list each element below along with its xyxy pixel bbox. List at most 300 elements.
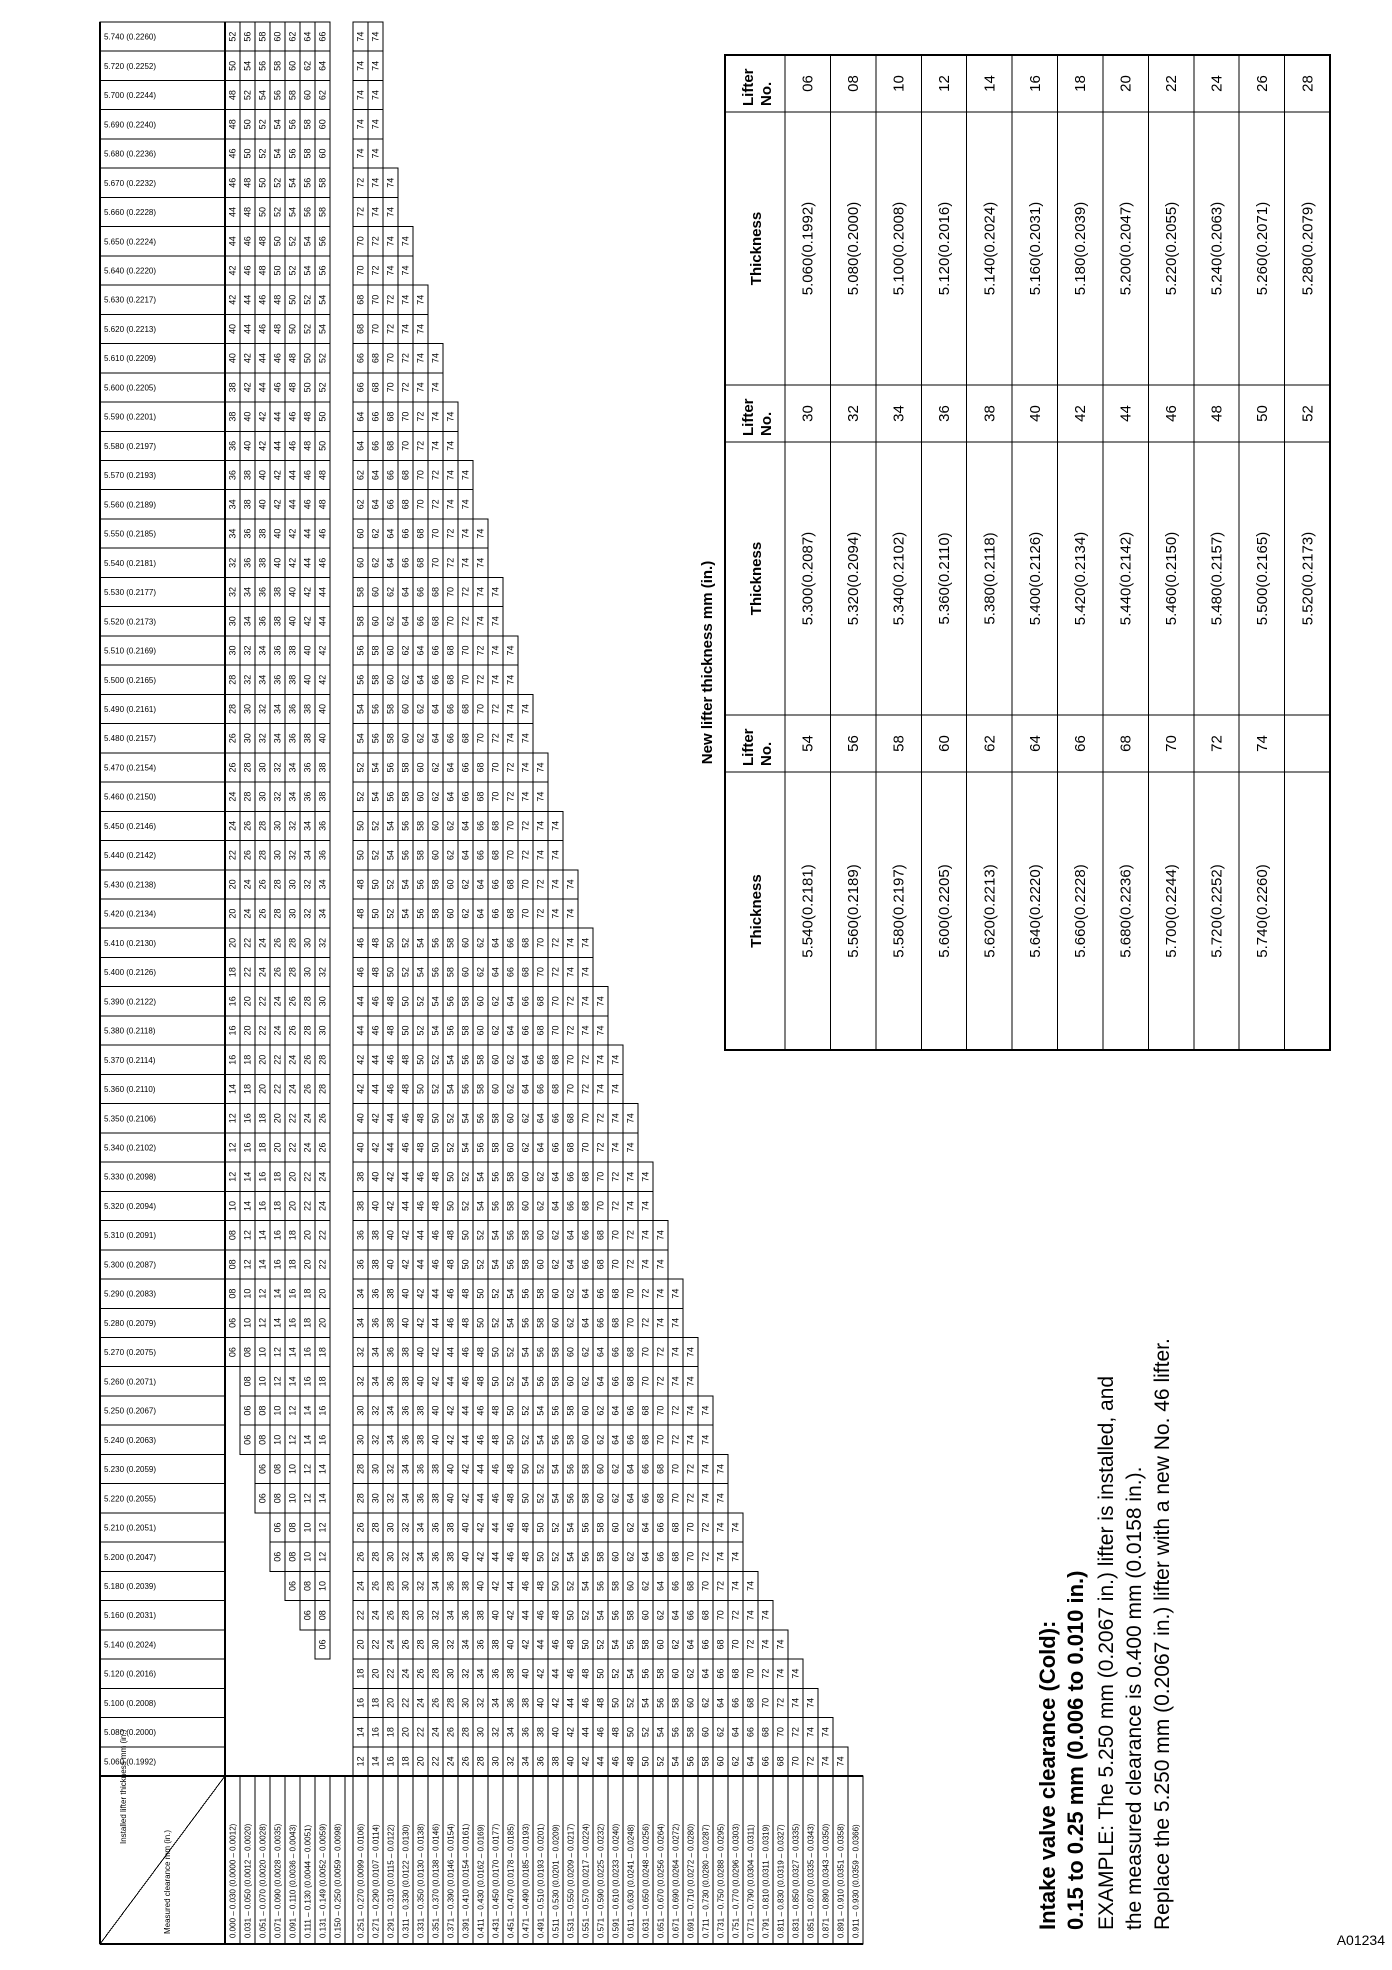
lifter-number: 40 [430, 1434, 441, 1445]
lifter-number: 60 [520, 1200, 531, 1211]
lifter-number: 66 [385, 470, 396, 481]
lifter-number: 66 [655, 1551, 666, 1562]
clearance-label: 0.651 – 0.670 (0.0256 – 0.0264) [656, 1823, 666, 1938]
lifter-number: 60 [505, 1113, 516, 1124]
lifter-number: 74 [520, 791, 531, 802]
lifter-number: 74 [370, 31, 381, 42]
lifter-number: 74 [490, 616, 501, 627]
lifter-number: 56 [302, 207, 313, 218]
lifter-number: 48 [272, 323, 283, 334]
note-spec: 0.15 to 0.25 mm (0.006 to 0.010 in.) [1063, 1570, 1088, 1930]
lifter-number: 66 [745, 1727, 756, 1738]
lifter-number: 62 [610, 1464, 621, 1475]
lifter-number: 66 [535, 1084, 546, 1095]
lifter-number: 74 [580, 967, 591, 978]
lifter-number: 74 [685, 1347, 696, 1358]
lifter-number: 74 [520, 703, 531, 714]
lifter-no-cell: 54 [799, 735, 817, 752]
lifter-number: 66 [640, 1493, 651, 1504]
lifter-number: 74 [610, 1142, 621, 1153]
clearance-label: 0.311 – 0.330 (0.0122 – 0.0130) [401, 1824, 411, 1938]
lifter-number: 74 [715, 1493, 726, 1504]
lifter-number: 58 [385, 703, 396, 714]
lifter-number: 50 [272, 265, 283, 276]
lifter-number: 72 [565, 996, 576, 1007]
lifter-number: 56 [550, 1405, 561, 1416]
lifter-number: 62 [565, 1317, 576, 1328]
lifter-number: 40 [272, 557, 283, 568]
lifter-number: 56 [415, 908, 426, 919]
lifter-number: 58 [520, 1259, 531, 1270]
lifter-number: 72 [430, 470, 441, 481]
lifter-number: 60 [520, 1171, 531, 1182]
lifter-number: 62 [670, 1639, 681, 1650]
lifter-number: 74 [550, 850, 561, 861]
clearance-label: 0.631 – 0.650 (0.0248 – 0.0256) [641, 1823, 651, 1938]
lifter-number: 48 [385, 1025, 396, 1036]
lifter-number: 44 [400, 1200, 411, 1211]
thickness-label: 5.550 (0.2185) [104, 529, 157, 539]
lifter-number: 28 [242, 762, 253, 773]
lifter-number: 52 [490, 1288, 501, 1299]
lifter-number: 50 [355, 850, 366, 861]
lifter-number: 66 [565, 1171, 576, 1182]
lifter-number: 74 [595, 996, 606, 1007]
lifter-number: 06 [257, 1493, 268, 1504]
lifter-number: 52 [460, 1171, 471, 1182]
lifter-number: 50 [370, 908, 381, 919]
lifter-number: 32 [370, 1434, 381, 1445]
clearance-label: 0.611 – 0.630 (0.0241 – 0.0248) [626, 1824, 636, 1938]
lifter-number: 74 [670, 1347, 681, 1358]
lifter-number: 54 [490, 1259, 501, 1270]
lifter-number: 42 [287, 528, 298, 539]
lifter-number: 74 [400, 294, 411, 305]
thickness-label: 5.660 (0.2228) [104, 208, 157, 218]
thickness-label: 5.600 (0.2205) [104, 383, 157, 393]
thickness-label: 5.640 (0.2220) [104, 266, 157, 276]
lifter-number: 66 [565, 1200, 576, 1211]
lifter-number: 62 [520, 1142, 531, 1153]
lifter-number: 20 [287, 1171, 298, 1182]
lifter-number: 36 [257, 587, 268, 598]
lifter-number: 64 [595, 1347, 606, 1358]
lifter-number: 28 [415, 1639, 426, 1650]
lifter-number: 36 [355, 1259, 366, 1270]
lifter-number: 60 [535, 1230, 546, 1241]
lifter-number: 16 [287, 1288, 298, 1299]
corner-label-installed: Installed lifter thickness mm (in.) [119, 1729, 128, 1844]
lifter-number: 32 [317, 937, 328, 948]
lifter-number: 48 [490, 1405, 501, 1416]
lifter-number: 74 [505, 674, 516, 685]
lifter-number: 42 [355, 1054, 366, 1065]
lifter-number: 44 [287, 499, 298, 510]
lifter-number: 64 [745, 1756, 756, 1767]
lifter-number: 62 [700, 1697, 711, 1708]
lifter-number: 34 [302, 850, 313, 861]
lifter-number: 50 [272, 236, 283, 247]
lifter-thickness-cell: 5.660(0.2228) [1072, 864, 1090, 958]
lifter-number: 30 [385, 1522, 396, 1533]
lifter-number: 32 [317, 967, 328, 978]
lifter-number: 38 [227, 411, 238, 422]
lifter-number: 26 [317, 1142, 328, 1153]
lifter-number: 36 [490, 1668, 501, 1679]
lifter-thickness-cell: 5.440(0.2142) [1117, 531, 1135, 626]
lifter-number: 48 [317, 499, 328, 510]
lifter-number: 74 [415, 323, 426, 334]
lifter-number: 74 [460, 499, 471, 510]
lifter-number: 66 [505, 937, 516, 948]
lifter-number: 66 [670, 1580, 681, 1591]
lifter-number: 62 [580, 1376, 591, 1387]
lifter-number: 32 [460, 1668, 471, 1679]
lifter-number: 40 [385, 1230, 396, 1241]
clearance-label: 0.911 – 0.930 (0.0359 – 0.0366) [851, 1824, 861, 1938]
lifter-number: 06 [227, 1317, 238, 1328]
lifter-number: 52 [370, 850, 381, 861]
lifter-number: 74 [430, 411, 441, 422]
lifter-number: 64 [317, 60, 328, 71]
clearance-label: 0.491 – 0.510 (0.0193 – 0.0201) [536, 1823, 546, 1938]
lifter-number: 74 [715, 1464, 726, 1475]
lifter-number: 54 [550, 1493, 561, 1504]
lifter-number: 62 [287, 31, 298, 42]
thickness-label: 5.080 (0.2000) [104, 1728, 157, 1738]
lifter-number: 48 [505, 1464, 516, 1475]
lifter-number: 46 [227, 177, 238, 188]
lifter-number: 64 [385, 557, 396, 568]
lifter-number: 22 [302, 1200, 313, 1211]
thickness-header: Thickness [748, 211, 765, 286]
lifter-number: 74 [655, 1288, 666, 1299]
lifter-no-cell: 06 [799, 75, 817, 92]
lifter-number: 68 [580, 1171, 591, 1182]
lifter-number: 72 [760, 1668, 771, 1679]
lifter-number: 58 [595, 1522, 606, 1533]
lifter-number: 74 [595, 1084, 606, 1095]
lifter-number: 66 [460, 762, 471, 773]
lifter-number: 48 [257, 265, 268, 276]
lifter-number: 70 [745, 1668, 756, 1679]
lifter-number: 74 [445, 440, 456, 451]
lifter-number: 74 [580, 1025, 591, 1036]
lifter-number: 74 [430, 382, 441, 393]
lifter-no-header: Lifter [740, 398, 757, 436]
thickness-label: 5.610 (0.2209) [104, 354, 157, 364]
lifter-number: 74 [760, 1610, 771, 1621]
clearance-label: 0.150 – 0.250 (0.0059 – 0.0098) [333, 1823, 343, 1938]
lifter-number: 74 [385, 177, 396, 188]
lifter-number: 24 [355, 1580, 366, 1591]
lifter-number: 52 [430, 1084, 441, 1095]
lifter-number: 60 [595, 1493, 606, 1504]
lifter-number: 26 [415, 1668, 426, 1679]
note-title: Intake valve clearance (Cold): [1035, 1620, 1060, 1930]
lifter-number: 14 [302, 1405, 313, 1416]
lifter-number: 28 [355, 1493, 366, 1504]
lifter-number: 56 [355, 674, 366, 685]
lifter-number: 40 [415, 1376, 426, 1387]
lifter-number: 14 [272, 1317, 283, 1328]
lifter-number: 42 [460, 1464, 471, 1475]
lifter-number: 74 [790, 1697, 801, 1708]
lifter-number: 62 [520, 1113, 531, 1124]
lifter-number: 68 [640, 1405, 651, 1416]
lifter-number: 34 [490, 1697, 501, 1708]
clearance-label: 0.431 – 0.450 (0.0170 – 0.0177) [491, 1823, 501, 1938]
lifter-number: 10 [227, 1200, 238, 1211]
lifter-number: 56 [460, 1054, 471, 1065]
clearance-label: 0.251 – 0.270 (0.0099 – 0.0106) [356, 1823, 366, 1938]
lifter-number: 70 [520, 908, 531, 919]
lifter-number: 32 [287, 850, 298, 861]
lifter-number: 20 [227, 879, 238, 890]
lifter-number: 28 [272, 879, 283, 890]
lifter-number: 52 [227, 31, 238, 42]
lifter-number: 08 [227, 1259, 238, 1270]
lifter-number: 74 [460, 470, 471, 481]
thickness-label: 5.630 (0.2217) [104, 295, 157, 305]
lifter-number: 62 [460, 908, 471, 919]
lifter-number: 54 [287, 177, 298, 188]
lifter-number: 42 [272, 470, 283, 481]
lifter-number: 32 [400, 1522, 411, 1533]
lifter-number: 46 [490, 1464, 501, 1475]
lifter-number: 60 [355, 528, 366, 539]
lifter-number: 62 [302, 60, 313, 71]
lifter-number: 46 [580, 1697, 591, 1708]
lifter-number: 70 [445, 587, 456, 598]
lifter-number: 44 [242, 323, 253, 334]
clearance-label: 0.891 – 0.910 (0.0351 – 0.0358) [836, 1823, 846, 1938]
lifter-number: 74 [580, 937, 591, 948]
lifter-number: 44 [227, 207, 238, 218]
lifter-number: 58 [640, 1639, 651, 1650]
lifter-number: 30 [227, 616, 238, 627]
lifter-number: 50 [565, 1610, 576, 1621]
lifter-number: 28 [287, 967, 298, 978]
lifter-number: 14 [257, 1230, 268, 1241]
lifter-number: 72 [700, 1522, 711, 1533]
lifter-number: 66 [595, 1317, 606, 1328]
clearance-label: 0.791 – 0.810 (0.0311 – 0.0319) [761, 1824, 771, 1938]
lifter-number: 36 [475, 1639, 486, 1650]
lifter-number: 60 [317, 148, 328, 159]
lifter-thickness-cell: 5.180(0.2039) [1072, 201, 1090, 296]
thickness-label: 5.100 (0.2008) [104, 1698, 157, 1708]
lifter-number: 64 [610, 1405, 621, 1416]
lifter-number: 24 [287, 1084, 298, 1095]
lifter-number: 08 [227, 1230, 238, 1241]
lifter-number: 72 [805, 1756, 816, 1767]
lifter-number: 50 [550, 1580, 561, 1591]
lifter-number: 40 [490, 1610, 501, 1621]
lifter-number: 56 [565, 1464, 576, 1475]
clearance-label: 0.831 – 0.850 (0.0327 – 0.0335) [791, 1823, 801, 1938]
lifter-number: 72 [670, 1405, 681, 1416]
thickness-label: 5.510 (0.2169) [104, 646, 157, 656]
lifter-number: 42 [317, 674, 328, 685]
lifter-number: 64 [640, 1522, 651, 1533]
lifter-thickness-cell: 5.480(0.2157) [1208, 531, 1226, 626]
lifter-number: 64 [580, 1317, 591, 1328]
lifter-number: 26 [242, 850, 253, 861]
lifter-number: 22 [370, 1639, 381, 1650]
lifter-number: 46 [385, 1084, 396, 1095]
clearance-label: 0.731 – 0.750 (0.0288 – 0.0295) [716, 1823, 726, 1938]
lifter-number: 22 [317, 1230, 328, 1241]
lifter-number: 64 [505, 1025, 516, 1036]
lifter-number: 38 [535, 1727, 546, 1738]
lifter-number: 24 [370, 1610, 381, 1621]
lifter-number: 36 [535, 1756, 546, 1767]
lifter-number: 56 [355, 645, 366, 656]
lifter-number: 36 [242, 528, 253, 539]
lifter-number: 46 [520, 1580, 531, 1591]
lifter-number: 64 [520, 1084, 531, 1095]
lifter-number: 68 [370, 353, 381, 364]
lifter-number: 70 [355, 236, 366, 247]
lifter-number: 74 [625, 1200, 636, 1211]
lifter-number: 16 [272, 1259, 283, 1270]
lifter-number: 60 [415, 762, 426, 773]
lifter-number: 48 [565, 1639, 576, 1650]
lifter-number: 34 [355, 1317, 366, 1328]
lifter-number: 68 [430, 616, 441, 627]
lifter-number: 28 [227, 703, 238, 714]
lifter-number: 60 [670, 1668, 681, 1679]
lifter-number: 40 [415, 1347, 426, 1358]
lifter-number: 52 [257, 119, 268, 130]
lifter-number: 64 [640, 1551, 651, 1562]
lifter-number: 20 [242, 996, 253, 1007]
lifter-number: 36 [400, 1405, 411, 1416]
lifter-number: 40 [317, 703, 328, 714]
lifter-number: 14 [317, 1464, 328, 1475]
lifter-number: 32 [355, 1347, 366, 1358]
lifter-number: 54 [640, 1697, 651, 1708]
lifter-number: 64 [460, 820, 471, 831]
lifter-number: 50 [302, 382, 313, 393]
lifter-number: 52 [355, 791, 366, 802]
lifter-number: 08 [242, 1376, 253, 1387]
lifter-number: 40 [370, 1200, 381, 1211]
lifter-no-cell: 18 [1072, 75, 1090, 92]
lifter-number: 44 [355, 996, 366, 1007]
lifter-number: 62 [400, 674, 411, 685]
clearance-label: 0.471 – 0.490 (0.0185 – 0.0193) [521, 1823, 531, 1938]
lifter-number: 24 [400, 1668, 411, 1679]
lifter-number: 54 [302, 236, 313, 247]
lifter-number: 70 [400, 440, 411, 451]
lifter-number: 22 [317, 1259, 328, 1270]
clearance-label: 0.751 – 0.770 (0.0296 – 0.0303) [731, 1823, 741, 1938]
lifter-number: 60 [430, 850, 441, 861]
lifter-number: 70 [385, 353, 396, 364]
lifter-number: 38 [302, 703, 313, 714]
lifter-number: 74 [460, 528, 471, 539]
lifter-number: 60 [625, 1580, 636, 1591]
lifter-number: 44 [272, 411, 283, 422]
lifter-number: 56 [505, 1259, 516, 1270]
lifter-number: 48 [595, 1697, 606, 1708]
clearance-label: 0.591 – 0.610 (0.0233 – 0.0240) [611, 1823, 621, 1938]
lifter-number: 44 [490, 1522, 501, 1533]
lifter-number: 52 [580, 1610, 591, 1621]
thickness-label: 5.480 (0.2157) [104, 734, 157, 744]
lifter-number: 64 [400, 616, 411, 627]
lifter-number: 52 [625, 1697, 636, 1708]
lifter-number: 10 [257, 1347, 268, 1358]
lifter-number: 30 [302, 967, 313, 978]
lifter-number: 46 [370, 996, 381, 1007]
lifter-number: 44 [445, 1347, 456, 1358]
thickness-label: 5.590 (0.2201) [104, 412, 157, 422]
lifter-number: 74 [520, 762, 531, 773]
lifter-thickness-cell: 5.120(0.2016) [935, 201, 953, 296]
lifter-number: 54 [415, 937, 426, 948]
lifter-number: 70 [760, 1697, 771, 1708]
lifter-number: 74 [400, 323, 411, 334]
lifter-thickness-cell: 5.300(0.2087) [799, 531, 817, 626]
lifter-number: 36 [287, 703, 298, 714]
lifter-number: 60 [580, 1405, 591, 1416]
lifter-number: 46 [242, 236, 253, 247]
lifter-number: 64 [580, 1288, 591, 1299]
lifter-number: 20 [317, 1317, 328, 1328]
lifter-number: 38 [460, 1580, 471, 1591]
lifter-number: 74 [610, 1084, 621, 1095]
lifter-number: 32 [302, 908, 313, 919]
lifter-number: 70 [550, 1025, 561, 1036]
lifter-number: 54 [385, 820, 396, 831]
thickness-label: 5.670 (0.2232) [104, 178, 157, 188]
lifter-number: 56 [625, 1639, 636, 1650]
lifter-number: 18 [242, 1054, 253, 1065]
lifter-number: 24 [430, 1727, 441, 1738]
lifter-number: 62 [535, 1171, 546, 1182]
lifter-number: 52 [550, 1551, 561, 1562]
lifter-number: 32 [302, 879, 313, 890]
clearance-label: 0.000 – 0.030 (0.0000 – 0.0012) [228, 1823, 238, 1938]
lifter-number: 40 [400, 1288, 411, 1299]
lifter-no-cell: 36 [935, 405, 953, 422]
lifter-number: 54 [445, 1054, 456, 1065]
thickness-label: 5.060 (0.1992) [104, 1757, 157, 1767]
lifter-number: 42 [242, 353, 253, 364]
lifter-number: 74 [745, 1580, 756, 1591]
lifter-number: 66 [355, 353, 366, 364]
lifter-number: 70 [610, 1230, 621, 1241]
lifter-number: 54 [610, 1639, 621, 1650]
lifter-number: 64 [625, 1493, 636, 1504]
lifter-no-cell: 68 [1117, 735, 1135, 752]
lifter-number: 64 [475, 908, 486, 919]
lifter-number: 42 [460, 1493, 471, 1504]
lifter-number: 74 [625, 1113, 636, 1124]
lifter-number: 32 [242, 645, 253, 656]
lifter-thickness-cell: 5.740(0.2260) [1253, 864, 1271, 958]
lifter-number: 42 [535, 1668, 546, 1679]
lifter-number: 16 [302, 1376, 313, 1387]
lifter-number: 56 [400, 820, 411, 831]
lifter-number: 40 [227, 353, 238, 364]
lifter-number: 72 [550, 937, 561, 948]
lifter-number: 38 [490, 1639, 501, 1650]
lifter-number: 24 [317, 1200, 328, 1211]
